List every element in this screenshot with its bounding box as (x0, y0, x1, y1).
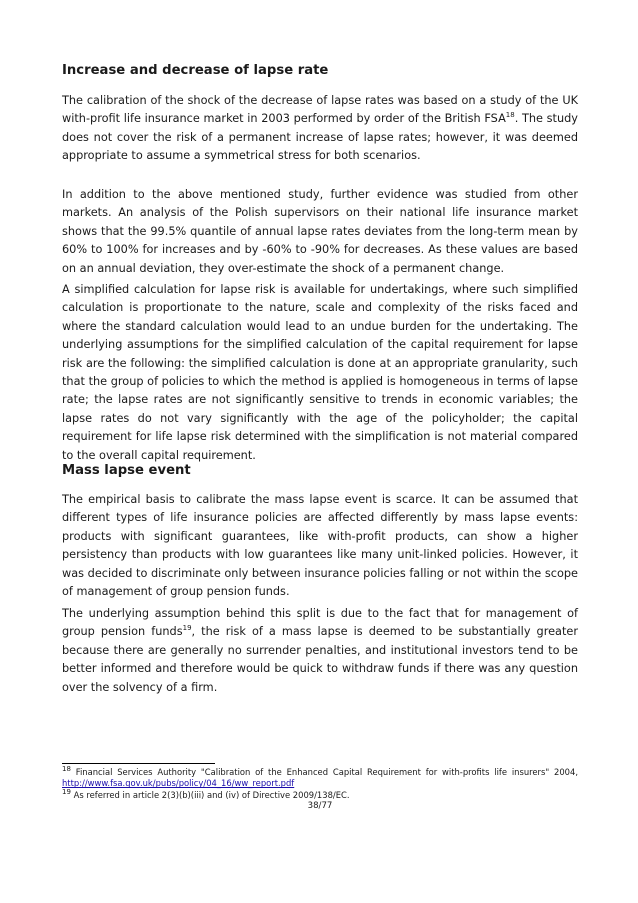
page-number: 38/77 (307, 801, 333, 811)
section-heading-mass-lapse: Mass lapse event (62, 463, 191, 478)
footnote-19-number: 19 (62, 788, 71, 797)
footnote-18-link[interactable]: http://www.fsa.gov.uk/pubs/policy/04_16/ww_report.pdf (62, 778, 295, 789)
footnote-ref-18: 18 (505, 111, 515, 120)
footnote-ref-19: 19 (182, 624, 192, 633)
paragraph-calibration-text-b: . The study does not cover the risk of a permanent increase of lapse rates; however, it was deemed appropriate to assume a symmetrical stress for both scenarios. (62, 112, 578, 163)
footnote-divider (62, 763, 215, 764)
footnote-18-number: 18 (62, 765, 71, 774)
footnote-19-text: As referred in article 2(3)(b)(iii) and (iv) of Directive 2009/138/EC. (70, 790, 350, 800)
paragraph-assumption-text-a: The underlying assumption behind this split is due to the fact that for management of group pension funds (62, 607, 578, 639)
paragraph-calibration-text-a: The calibration of the shock of the decrease of lapse rates was based on a study of the UK with-profit life insurance market in 2003 performed by order of the British FSA (62, 94, 578, 126)
paragraph-empirical-basis: The empirical basis to calibrate the mass lapse event is scarce. It can be assumed that different types of life insurance policies are affected differently by mass lapse events: products with significant guarantees, like with-profit products, can show a higher persistency than products with low guarantees like many unit-linked policies. However, it was decided to discriminate only between insurance policies falling or not within the scope of management of group pension funds. (62, 493, 578, 599)
paragraph-further-evidence: In addition to the above mentioned study, further evidence was studied from other markets. An analysis of the Polish supervisors on their national life insurance market shows that the 99.5% quantile of annual lapse rates deviates from the long-term mean by 60% to 100% for increases and by -60% to -90% for decreases. As these values are based on an annual deviation, they over-estimate the shock of a permanent change. (62, 188, 578, 275)
paragraph-simplified-calculation: A simplified calculation for lapse risk is available for undertakings, where such simplified calculation is proportionate to the nature, scale and complexity of the risks faced and where the standard calculation would lead to an undue burden for the undertaking. The underlying assumptions for the simplified calculation of the capital requirement for lapse risk are the following: the simplified calculation is done at an appropriate granularity, such that the group of policies to which the method is applied is homogeneous in terms of lapse rate; the lapse rates are not significantly sensitive to trends in economic variables; the lapse rates do not vary significantly with the age of the policyholder; the capital requirement for life lapse risk determined with the simplification is not material compared to the overall capital requirement. (62, 283, 578, 462)
paragraph-assumption-text-b: , the risk of a mass lapse is deemed to be substantially greater because there are generally no surrender penalties, and institutional investors tend to be better informed and therefore would be quick to withdraw funds if there was any question over the solvency of a firm. (62, 625, 578, 694)
section-heading-lapse-rate: Increase and decrease of lapse rate (62, 63, 329, 78)
paragraph-underlying-assumption (62, 605, 578, 697)
footnote-18 (62, 767, 578, 790)
footnote-18-text: Financial Services Authority "Calibration of the Enhanced Capital Requirement for with-profits life insurers" 2004, (70, 767, 578, 777)
paragraph-calibration (62, 92, 578, 166)
footnote-19 (62, 790, 578, 801)
